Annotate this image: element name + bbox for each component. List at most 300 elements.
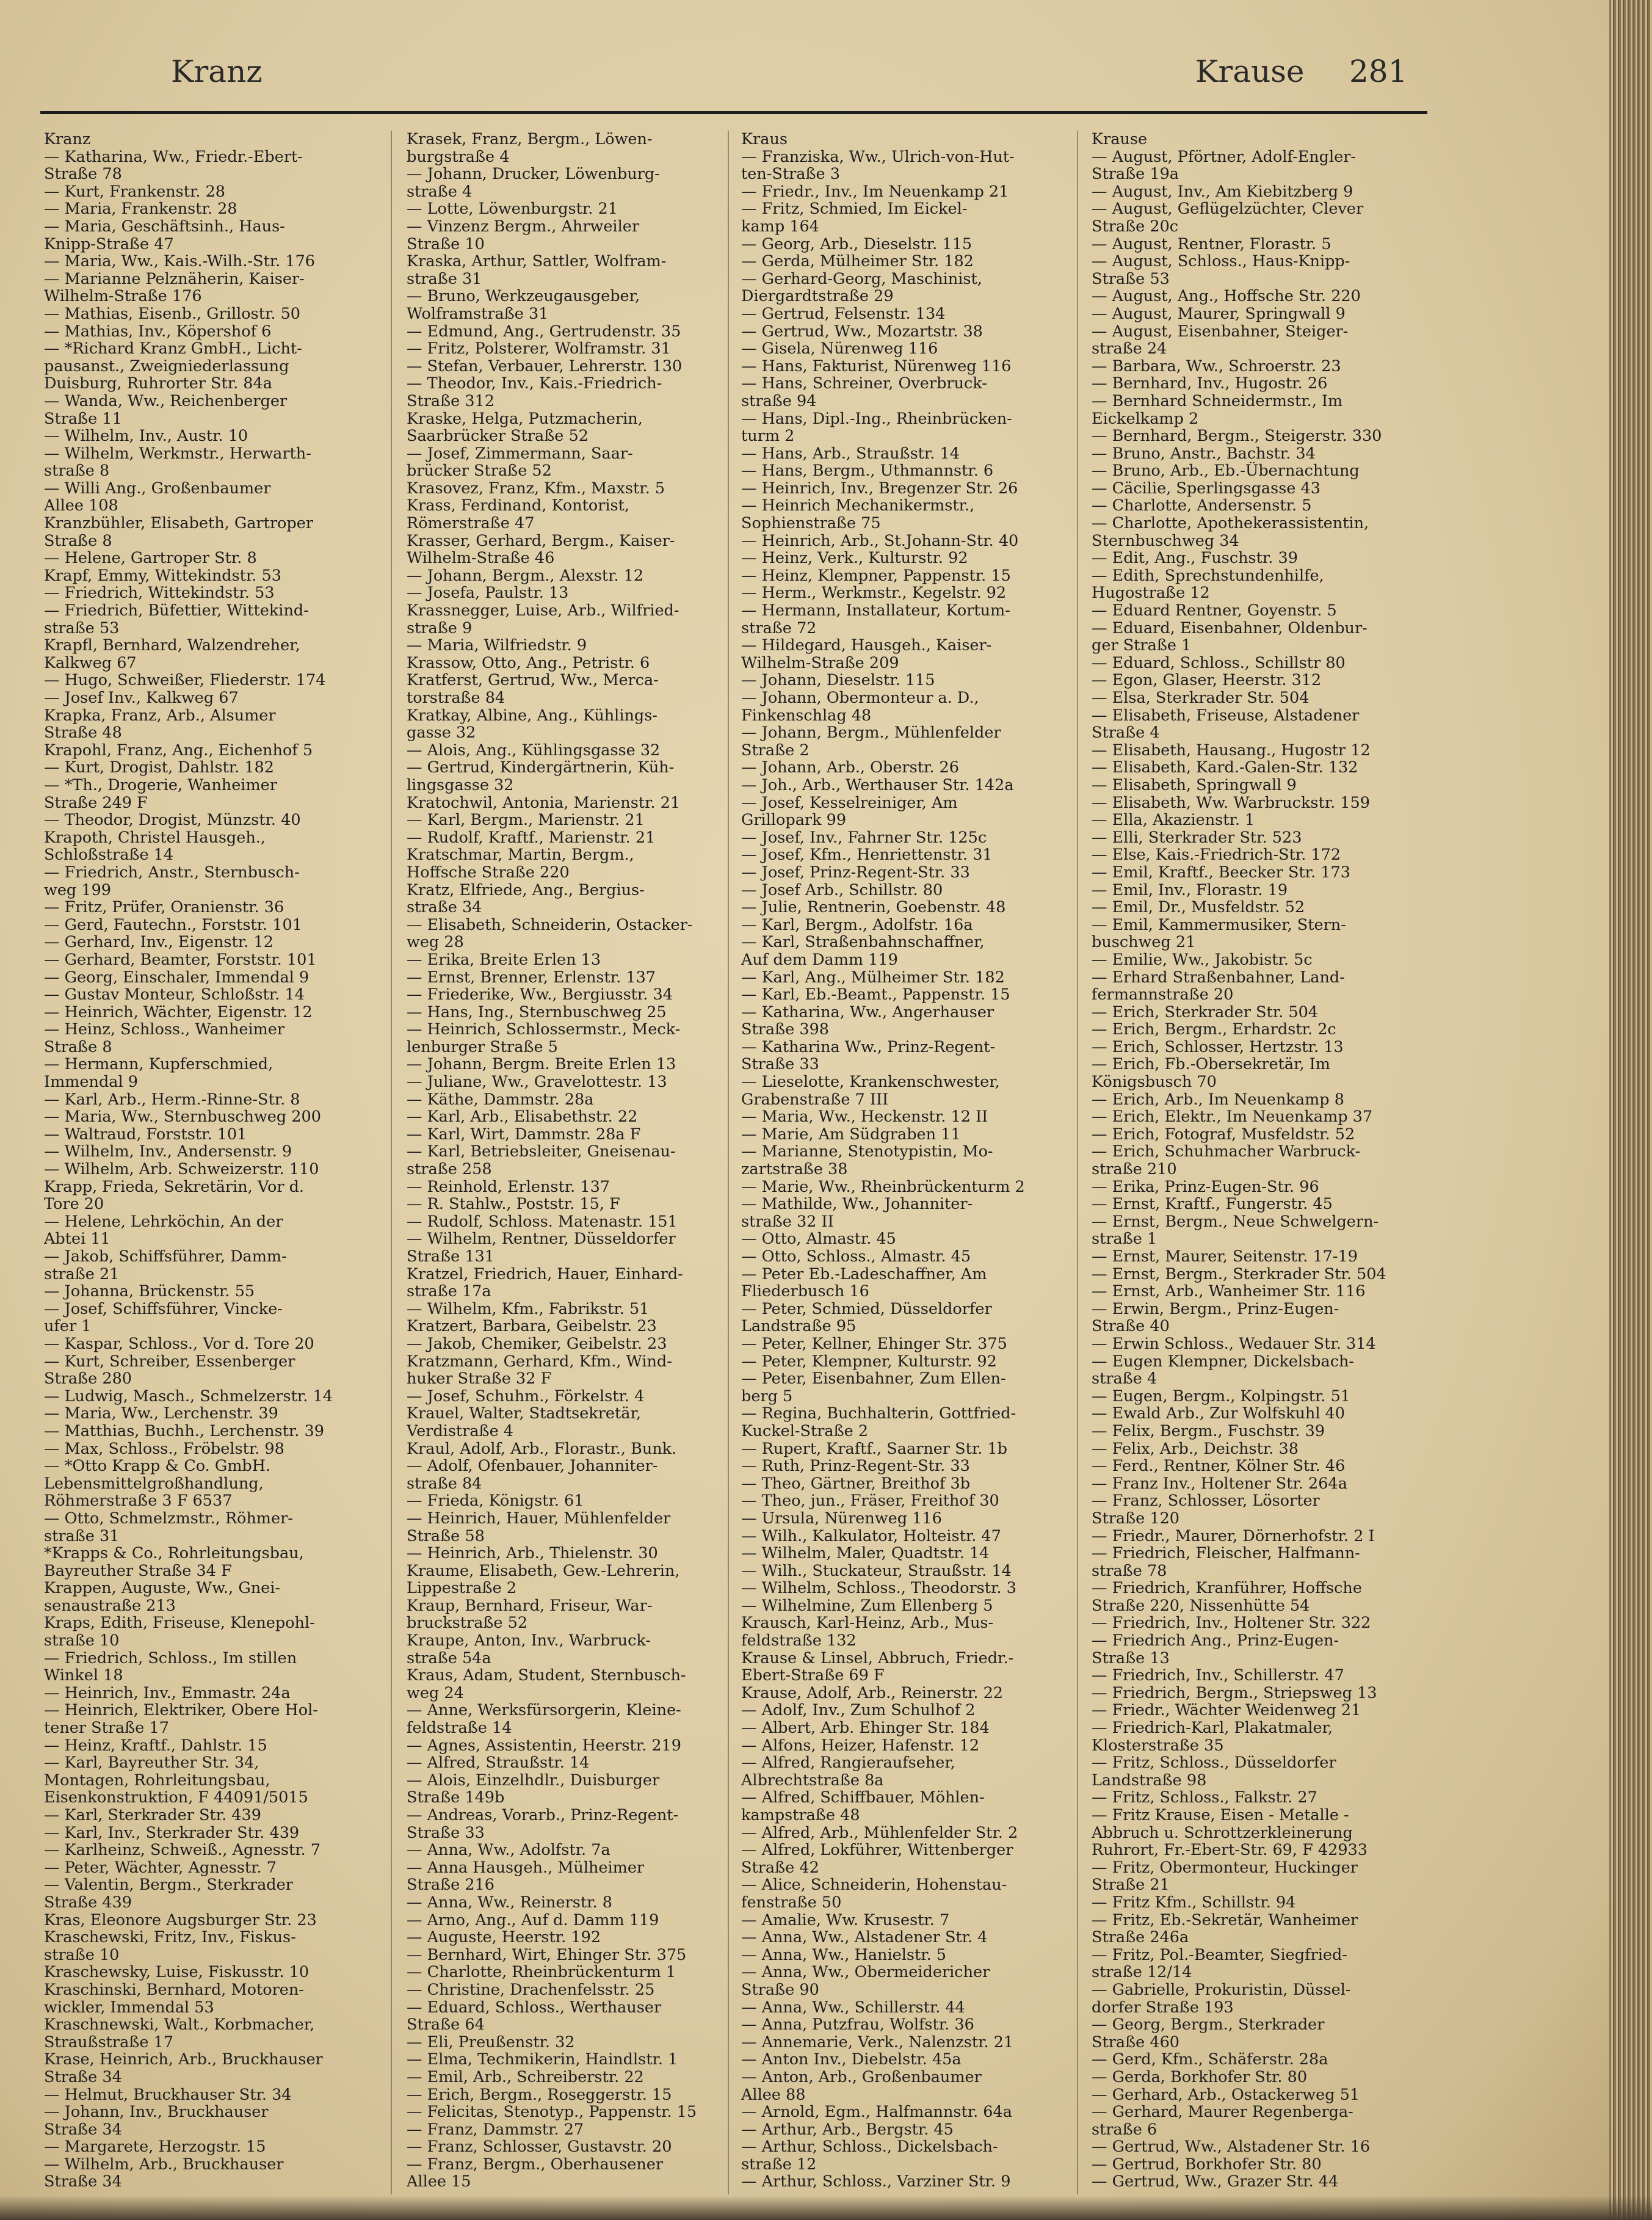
entry-line: Römerstraße 47 — [407, 515, 535, 532]
entry-line: — Maria, Ww., Heckenstr. 12 II — [741, 1108, 988, 1126]
entry-line: — Heinz, Klempner, Pappenstr. 15 — [741, 567, 1011, 585]
entry-line: Kratzel, Friedrich, Hauer, Einhard- — [407, 1265, 683, 1283]
entry-line: straße 10 — [44, 1946, 120, 1964]
entry-line: — Emil, Arb., Schreiberstr. 22 — [407, 2068, 644, 2086]
entry-line: weg 24 — [407, 1684, 464, 1702]
entry-line: — Gustav Monteur, Schloßstr. 14 — [44, 986, 305, 1004]
entry-line: — Kurt, Drogist, Dahlstr. 182 — [44, 759, 275, 777]
entry-line: Lippestraße 2 — [407, 1580, 517, 1597]
entry-line: straße 31 — [407, 270, 482, 288]
entry-line: — Heinrich, Schlossermstr., Meck- — [407, 1021, 681, 1039]
entry-line: straße 6 — [1092, 2120, 1157, 2139]
entry-line: — Bruno, Arb., Eb.-Übernachtung — [1092, 462, 1360, 480]
entry-line: — Ludwig, Masch., Schmelzerstr. 14 — [44, 1387, 333, 1406]
entry-line: — Vinzenz Bergm., Ahrweiler — [407, 217, 640, 236]
header-right-title: Krause — [1195, 54, 1305, 89]
entry-line: straße 24 — [1092, 340, 1167, 358]
entry-line: — Gerhard, Inv., Eigenstr. 12 — [44, 934, 274, 951]
entry-line: Lebensmittelgroßhandlung, — [44, 1475, 264, 1493]
entry-line: — Lieselotte, Krankenschwester, — [741, 1073, 1000, 1091]
entry-line: Kraschinski, Bernhard, Motoren- — [44, 1981, 304, 1999]
entry-line: — Heinrich, Arb., Thielenstr. 30 — [407, 1545, 658, 1562]
entry-line: — Peter, Kellner, Ehinger Str. 375 — [741, 1335, 1007, 1353]
entry-line: — Marie, Am Südgraben 11 — [741, 1125, 961, 1144]
entry-line: — Julie, Rentnerin, Goebenstr. 48 — [741, 899, 1006, 916]
entry-line: Kratkay, Albine, Ang., Kühlings- — [407, 706, 658, 725]
entry-line: Hugostraße 12 — [1092, 584, 1210, 603]
entry-line: Grabenstraße 7 III — [741, 1090, 889, 1109]
entry-line: — Charlotte, Rheinbrückenturm 1 — [407, 1964, 676, 1981]
entry-line: Krause — [1092, 131, 1148, 148]
entry-line: Kraschnewski, Walt., Korbmacher, — [44, 2016, 315, 2034]
entry-line: — Arno, Ang., Auf d. Damm 119 — [407, 1911, 659, 1929]
entry-line: — Herm., Werkmstr., Kegelstr. 92 — [741, 584, 1007, 603]
entry-line: Straße 34 — [44, 2068, 122, 2086]
entry-line: — Hermann, Installateur, Kortum- — [741, 602, 1010, 620]
entry-line: — Karl, Bergm., Adolfstr. 16a — [741, 916, 973, 934]
entry-line: — Friedrich, Bergm., Striepsweg 13 — [1092, 1684, 1377, 1702]
entry-line: Kratzmann, Gerhard, Kfm., Wind- — [407, 1352, 672, 1371]
entry-line: kampstraße 48 — [741, 1807, 860, 1824]
entry-line: — Helene, Gartroper Str. 8 — [44, 550, 257, 567]
entry-line: — Heinrich, Inv., Bregenzer Str. 26 — [741, 479, 1018, 498]
entry-line: — Karl, Bayreuther Str. 34, — [44, 1754, 259, 1772]
entry-line: Montagen, Rohrleitungsbau, — [44, 1771, 270, 1790]
entry-line: — Maria, Geschäftsinh., Haus- — [44, 217, 285, 236]
entry-line: Kras, Eleonore Augsburger Str. 23 — [44, 1911, 317, 1929]
entry-line: — Eugen, Bergm., Kolpingstr. 51 — [1092, 1387, 1351, 1406]
entry-line: straße 54a — [407, 1649, 491, 1667]
entry-line: — Arnold, Egm., Halfmannstr. 64a — [741, 2103, 1012, 2121]
entry-line: — Ernst, Kraftf., Fungerstr. 45 — [1092, 1195, 1333, 1213]
entry-line: feldstraße 14 — [407, 1719, 512, 1737]
entry-line: Straße 53 — [1092, 270, 1170, 288]
entry-line: Duisburg, Ruhrorter Str. 84a — [44, 375, 272, 393]
entry-line: — Friedrich, Büfettier, Wittekind- — [44, 602, 309, 620]
entry-line: Knipp-Straße 47 — [44, 235, 174, 253]
entry-line: Straße 34 — [44, 2173, 122, 2191]
entry-line: — Gerda, Borkhofer Str. 80 — [1092, 2068, 1308, 2086]
entry-line: — Rupert, Kraftf., Saarner Str. 1b — [741, 1440, 1008, 1458]
entry-line: — Erich, Sterkrader Str. 504 — [1092, 1003, 1319, 1021]
entry-line: — Rudolf, Schloss. Matenastr. 151 — [407, 1213, 678, 1231]
entry-line: Kalkweg 67 — [44, 654, 137, 672]
entry-line: zartstraße 38 — [741, 1161, 848, 1178]
column-divider — [391, 131, 392, 2194]
entry-line: Landstraße 98 — [1092, 1771, 1207, 1790]
entry-line: Krapoth, Christel Hausgeh., — [44, 829, 266, 847]
entry-line: Kraus — [741, 131, 788, 148]
entry-line: — Josef, Inv., Fahrner Str. 125c — [741, 829, 987, 847]
entry-line: — Cäcilie, Sperlingsgasse 43 — [1092, 479, 1321, 498]
entry-line: — August, Maurer, Springwall 9 — [1092, 305, 1346, 323]
entry-line: straße 34 — [407, 899, 482, 916]
entry-line: Straße 21 — [1092, 1876, 1170, 1894]
entry-line: — Kaspar, Schloss., Vor d. Tore 20 — [44, 1335, 314, 1353]
entry-line: — Wilhelm, Maler, Quadtstr. 14 — [741, 1545, 990, 1562]
entry-line: — Otto, Schloss., Almastr. 45 — [741, 1248, 971, 1266]
entry-line: Saarbrücker Straße 52 — [407, 427, 589, 445]
entry-line: — Wilhelm, Inv., Austr. 10 — [44, 427, 248, 445]
entry-line: — Joh., Arb., Werthauser Str. 142a — [741, 776, 1014, 794]
entry-line: Fliederbusch 16 — [741, 1283, 869, 1300]
entry-line: — Erich, Schlosser, Hertzstr. 13 — [1092, 1038, 1344, 1056]
entry-line: Krasek, Franz, Bergm., Löwen- — [407, 131, 653, 148]
entry-line: — August, Rentner, Florastr. 5 — [1092, 235, 1331, 253]
entry-line: — Gerhard, Beamter, Forststr. 101 — [44, 951, 317, 969]
entry-line: — Franziska, Ww., Ulrich-von-Hut- — [741, 148, 1015, 166]
entry-line: — August, Inv., Am Kiebitzberg 9 — [1092, 183, 1353, 201]
entry-line: torstraße 84 — [407, 689, 505, 707]
entry-line: — Johann, Drucker, Löwenburg- — [407, 165, 660, 183]
entry-line: — Franz, Schlosser, Lösorter — [1092, 1492, 1320, 1510]
entry-line: *Krapps & Co., Rohrleitungsbau, — [44, 1545, 304, 1562]
entry-line: Straße 2 — [741, 741, 810, 760]
entry-line: Straße 33 — [407, 1824, 485, 1842]
entry-line: — Hildegard, Hausgeh., Kaiser- — [741, 637, 992, 655]
entry-line: Kraume, Elisabeth, Gew.-Lehrerin, — [407, 1562, 680, 1580]
entry-line: — Anton Inv., Diebelstr. 45a — [741, 2051, 962, 2069]
entry-line: — Wilhelm, Werkmstr., Herwarth- — [44, 444, 311, 463]
entry-line: Krausch, Karl-Heinz, Arb., Mus- — [741, 1614, 994, 1633]
entry-line: brücker Straße 52 — [407, 462, 552, 480]
entry-line: — Friedr., Wächter Weidenweg 21 — [1092, 1702, 1361, 1720]
entry-line: — Ernst, Brenner, Erlenstr. 137 — [407, 968, 656, 987]
entry-line: — Karl, Eb.-Beamt., Pappenstr. 15 — [741, 986, 1010, 1004]
entry-line: Wilhelm-Straße 176 — [44, 288, 202, 305]
entry-line: straße 258 — [407, 1161, 492, 1178]
entry-line: — Ernst, Maurer, Seitenstr. 17-19 — [1092, 1248, 1358, 1266]
entry-line: — Friedrich, Inv., Schillerstr. 47 — [1092, 1667, 1344, 1685]
entry-line: — Anna Hausgeh., Mülheimer — [407, 1859, 645, 1877]
entry-line: — Heinrich, Inv., Emmastr. 24a — [44, 1684, 291, 1702]
entry-line: — Amalie, Ww. Krusestr. 7 — [741, 1911, 950, 1929]
entry-line: — Felix, Arb., Deichstr. 38 — [1092, 1440, 1299, 1458]
entry-line: Königsbusch 70 — [1092, 1073, 1217, 1091]
entry-line: straße 1 — [1092, 1230, 1157, 1248]
entry-line: — Peter, Klempner, Kulturstr. 92 — [741, 1352, 997, 1371]
entry-line: — Fritz, Pol.-Beamter, Siegfried- — [1092, 1946, 1347, 1964]
entry-line: Bayreuther Straße 34 F — [44, 1562, 232, 1580]
entry-line: Kratochwil, Antonia, Marienstr. 21 — [407, 794, 681, 812]
entry-line: — Frieda, Königstr. 61 — [407, 1492, 584, 1510]
entry-line: — Heinz, Schloss., Wanheimer — [44, 1021, 285, 1039]
entry-line: bruckstraße 52 — [407, 1614, 528, 1633]
entry-line: Straße 312 — [407, 392, 495, 410]
entry-line: Straße 40 — [1092, 1318, 1170, 1335]
entry-line: — Reinhold, Erlenstr. 137 — [407, 1178, 610, 1196]
entry-line: Kratzert, Barbara, Geibelstr. 23 — [407, 1318, 657, 1335]
entry-line: straße 78 — [1092, 1562, 1167, 1580]
entry-line: Straße 64 — [407, 2016, 485, 2034]
entry-line: — Anna, Ww., Hanielstr. 5 — [741, 1946, 947, 1964]
entry-line: — Jakob, Schiffsführer, Damm- — [44, 1248, 287, 1266]
entry-line: — Fritz, Eb.-Sekretär, Wanheimer — [1092, 1911, 1358, 1929]
entry-line: — Bernhard, Inv., Hugostr. 26 — [1092, 375, 1328, 393]
entry-line: straße 84 — [407, 1475, 482, 1493]
entry-line: — Friedrich Ang., Prinz-Eugen- — [1092, 1632, 1339, 1650]
entry-line: — Emilie, Ww., Jakobistr. 5c — [1092, 951, 1313, 969]
entry-line: Straße 13 — [1092, 1649, 1170, 1667]
entry-line: Krassow, Otto, Ang., Petristr. 6 — [407, 654, 650, 672]
entry-line: Straße 398 — [741, 1021, 830, 1039]
entry-line: — Otto, Schmelzmstr., Röhmer- — [44, 1509, 293, 1528]
entry-line: — Charlotte, Apothekerassistentin, — [1092, 515, 1369, 532]
entry-line: — Ewald Arb., Zur Wolfskuhl 40 — [1092, 1405, 1346, 1423]
entry-line: Kraul, Adolf, Arb., Florastr., Bunk. — [407, 1440, 677, 1458]
entry-line: — Bernhard, Wirt, Ehinger Str. 375 — [407, 1946, 687, 1964]
entry-line: — Marianne Pelznäherin, Kaiser- — [44, 270, 305, 288]
entry-line: — Eduard, Schloss., Schillstr 80 — [1092, 654, 1346, 672]
entry-line: — Gertrud, Borkhofer Str. 80 — [1092, 2155, 1322, 2174]
entry-line: — Heinrich, Arb., St.Johann-Str. 40 — [741, 532, 1019, 550]
entry-line: Krapfl, Bernhard, Walzendreher, — [44, 637, 300, 655]
entry-line: — Anna, Ww., Alstadener Str. 4 — [741, 1929, 988, 1946]
entry-line: — Maria, Ww., Sternbuschweg 200 — [44, 1108, 321, 1126]
column-3 — [741, 131, 1083, 2194]
entry-line: Albrechtstraße 8a — [741, 1771, 884, 1790]
entry-line: — Emil, Inv., Florastr. 19 — [1092, 881, 1288, 899]
entry-line: Krase, Heinrich, Arb., Bruckhauser — [44, 2051, 323, 2069]
entry-line: — Heinrich, Hauer, Mühlenfelder — [407, 1509, 671, 1528]
entry-line: Kraska, Arthur, Sattler, Wolfram- — [407, 253, 667, 270]
entry-line: — Anna, Putzfrau, Wolfstr. 36 — [741, 2016, 974, 2034]
entry-line: — Mathilde, Ww., Johanniter- — [741, 1195, 973, 1213]
entry-line: Straße 11 — [44, 410, 122, 428]
entry-line: Verdistraße 4 — [407, 1422, 514, 1440]
entry-line: — Johann, Dieselstr. 115 — [741, 672, 935, 689]
entry-line: — Karlheinz, Schweiß., Agnesstr. 7 — [44, 1841, 321, 1859]
entry-line: Kratschmar, Martin, Bergm., — [407, 846, 634, 864]
entry-line: — Fritz, Prüfer, Oranienstr. 36 — [44, 899, 284, 916]
entry-line: Straße 8 — [44, 1038, 112, 1056]
entry-line: — Otto, Almastr. 45 — [741, 1230, 896, 1248]
entry-line: — Arthur, Arb., Bergstr. 45 — [741, 2120, 954, 2139]
entry-line: feldstraße 132 — [741, 1632, 857, 1650]
entry-line: — Erwin Schloss., Wedauer Str. 314 — [1092, 1335, 1376, 1353]
entry-line: — Hermann, Kupferschmied, — [44, 1056, 274, 1074]
entry-line: — Johann, Obermonteur a. D., — [741, 689, 979, 707]
entry-line: — Heinrich Mechanikermstr., — [741, 497, 975, 515]
entry-line: straße 17a — [407, 1283, 491, 1300]
entry-line: — Maria, Wilfriedstr. 9 — [407, 637, 587, 655]
entry-line: — Wilhelm, Inv., Andersenstr. 9 — [44, 1143, 292, 1161]
entry-line: Krappen, Auguste, Ww., Gnei- — [44, 1580, 281, 1597]
entry-line: Straße 460 — [1092, 2033, 1180, 2051]
entry-line: — *Richard Kranz GmbH., Licht- — [44, 340, 302, 358]
entry-line: Straße 78 — [44, 165, 122, 183]
entry-line: Straße 439 — [44, 1893, 132, 1912]
entry-line: — Ernst, Bergm., Sterkrader Str. 504 — [1092, 1265, 1386, 1283]
entry-line: — Albert, Arb. Ehinger Str. 184 — [741, 1719, 990, 1737]
entry-line: — Friedrich, Kranführer, Hoffsche — [1092, 1580, 1362, 1597]
entry-line: Kratferst, Gertrud, Ww., Merca- — [407, 672, 659, 689]
entry-line: Abtei 11 — [44, 1230, 110, 1248]
entry-line: — Bernhard Schneidermstr., Im — [1092, 392, 1343, 410]
entry-line: — Wilhelmine, Zum Ellenberg 5 — [741, 1597, 993, 1615]
entry-line: — Hans, Bergm., Uthmannstr. 6 — [741, 462, 994, 480]
entry-line: — Kurt, Frankenstr. 28 — [44, 183, 226, 201]
entry-line: — Ernst, Bergm., Neue Schwelgern- — [1092, 1213, 1379, 1231]
entry-line: — Heinrich, Elektriker, Obere Hol- — [44, 1702, 318, 1720]
header-rule — [40, 111, 1427, 114]
entry-line: — Johann, Arb., Oberstr. 26 — [741, 759, 959, 777]
entry-line: — Egon, Glaser, Heerstr. 312 — [1092, 672, 1322, 689]
entry-line: — Alfred, Rangieraufseher, — [741, 1754, 955, 1772]
entry-line: — Theodor, Inv., Kais.-Friedrich- — [407, 375, 662, 393]
entry-line: — Wilh., Stuckateur, Straußstr. 14 — [741, 1562, 1012, 1580]
entry-line: — Helene, Lehrköchin, An der — [44, 1213, 283, 1231]
entry-line: Sophienstraße 75 — [741, 515, 881, 532]
entry-line: — Hans, Arb., Straußstr. 14 — [741, 444, 960, 463]
entry-line: — Gertrud, Felsenstr. 134 — [741, 305, 946, 323]
entry-line: — Theo, jun., Fräser, Freithof 30 — [741, 1492, 999, 1510]
entry-line: senaustraße 213 — [44, 1597, 176, 1615]
entry-line: — Erich, Bergm., Erhardstr. 2c — [1092, 1021, 1336, 1039]
entry-line: — Friedr., Maurer, Dörnerhofstr. 2 I — [1092, 1527, 1375, 1545]
entry-line: — Elisabeth, Kard.-Galen-Str. 132 — [1092, 759, 1358, 777]
entry-line: — Agnes, Assistentin, Heerstr. 219 — [407, 1736, 681, 1755]
entry-line: — Fritz, Schloss., Düsseldorfer — [1092, 1754, 1336, 1772]
entry-line: — Erika, Breite Erlen 13 — [407, 951, 601, 969]
entry-line: — Josef, Kfm., Henriettenstr. 31 — [741, 846, 993, 864]
entry-line: — Bruno, Werkzeugausgeber, — [407, 288, 640, 305]
entry-line: straße 9 — [407, 619, 473, 637]
entry-line: Straße 246a — [1092, 1929, 1189, 1946]
entry-line: — Anna, Ww., Reinerstr. 8 — [407, 1893, 612, 1912]
entry-line: Hoffsche Straße 220 — [407, 863, 570, 882]
entry-line: — Karl, Arb., Herm.-Rinne-Str. 8 — [44, 1090, 300, 1109]
entry-line: — Karl, Ang., Mülheimer Str. 182 — [741, 968, 1005, 987]
entry-line: — Eugen Klempner, Dickelsbach- — [1092, 1352, 1355, 1371]
entry-line: — Erich, Fotograf, Musfeldstr. 52 — [1092, 1125, 1355, 1144]
entry-line: — Anne, Werksfürsorgerin, Kleine- — [407, 1702, 681, 1720]
entry-line: straße 8 — [44, 462, 110, 480]
entry-line: — Jakob, Chemiker, Geibelstr. 23 — [407, 1335, 667, 1353]
entry-line: buschweg 21 — [1092, 934, 1196, 951]
entry-line: — Anna, Ww., Adolfstr. 7a — [407, 1841, 610, 1859]
entry-line: straße 72 — [741, 619, 817, 637]
entry-line: — Alice, Schneiderin, Hohenstau- — [741, 1876, 1007, 1894]
entry-line: — Elsa, Sterkrader Str. 504 — [1092, 689, 1310, 707]
entry-line: — Edit, Ang., Fuschstr. 39 — [1092, 550, 1298, 567]
entry-line: Schloßstraße 14 — [44, 846, 174, 864]
entry-line: ten-Straße 3 — [741, 165, 840, 183]
entry-line: Allee 15 — [407, 2173, 471, 2191]
entry-line: — Elisabeth, Schneiderin, Ostacker- — [407, 916, 693, 934]
entry-line: — Gerd, Fautechn., Forststr. 101 — [44, 916, 302, 934]
entry-line: Abbruch u. Schrottzerkleinerung — [1092, 1824, 1353, 1842]
entry-line: tener Straße 17 — [44, 1719, 169, 1737]
entry-line: — Hans, Dipl.-Ing., Rheinbrücken- — [741, 410, 1012, 428]
entry-line: — Eduard Rentner, Goyenstr. 5 — [1092, 602, 1337, 620]
entry-line: Kraske, Helga, Putzmacherin, — [407, 410, 643, 428]
entry-line: — Felicitas, Stenotyp., Pappenstr. 15 — [407, 2103, 697, 2121]
entry-line: — Mathias, Inv., Köpershof 6 — [44, 322, 272, 341]
entry-line: — Mathias, Eisenb., Grillostr. 50 — [44, 305, 301, 323]
entry-line: — Kurt, Schreiber, Essenberger — [44, 1352, 295, 1371]
entry-line: — Theodor, Drogist, Münzstr. 40 — [44, 811, 301, 829]
entry-line: — Gerd, Kfm., Schäferstr. 28a — [1092, 2051, 1328, 2069]
column-1 — [44, 131, 386, 2194]
entry-line: — Peter, Schmied, Düsseldorfer — [741, 1300, 992, 1318]
entry-line: — Charlotte, Andersenstr. 5 — [1092, 497, 1312, 515]
entry-line: — Johann, Bergm., Mühlenfelder — [741, 724, 1001, 742]
entry-line: — Gabrielle, Prokuristin, Düssel- — [1092, 1981, 1351, 1999]
entry-line: — Hugo, Schweißer, Fliederstr. 174 — [44, 672, 326, 689]
entry-line: — Josef, Prinz-Regent-Str. 33 — [741, 863, 970, 882]
entry-line: huker Straße 32 F — [407, 1370, 552, 1388]
entry-line: — Edith, Sprechstundenhilfe, — [1092, 567, 1324, 585]
entry-line: — *Th., Drogerie, Wanheimer — [44, 776, 277, 794]
entry-line: dorfer Straße 193 — [1092, 1998, 1234, 2017]
entry-line: — Stefan, Verbauer, Lehrerstr. 130 — [407, 357, 683, 375]
entry-line: straße 10 — [44, 1632, 120, 1650]
entry-line: — Josef, Zimmermann, Saar- — [407, 444, 633, 463]
entry-line: kamp 164 — [741, 217, 819, 236]
entry-line: Klosterstraße 35 — [1092, 1736, 1224, 1755]
entry-line: — Elli, Sterkrader Str. 523 — [1092, 829, 1302, 847]
entry-line: — Hans, Ing., Sternbuschweg 25 — [407, 1003, 667, 1021]
entry-line: Kraupe, Anton, Inv., Warbruck- — [407, 1632, 651, 1650]
entry-line: Krause, Adolf, Arb., Reinerstr. 22 — [741, 1684, 1004, 1702]
entry-line: — Anna, Ww., Schillerstr. 44 — [741, 1998, 965, 2017]
entry-line: — Katharina, Ww., Angerhauser — [741, 1003, 994, 1021]
entry-line: Kraus, Adam, Student, Sternbusch- — [407, 1667, 686, 1685]
entry-line: — Karl, Betriebsleiter, Gneisenau- — [407, 1143, 676, 1161]
entry-line: Straße 220, Nissenhütte 54 — [1092, 1597, 1310, 1615]
entry-line: Straße 10 — [407, 235, 485, 253]
entry-line: — Anton, Arb., Großenbaumer — [741, 2068, 982, 2086]
entry-line: straße 32 II — [741, 1213, 834, 1231]
entry-line: — Auguste, Heerstr. 192 — [407, 1929, 601, 1946]
entry-line: — Alois, Einzelhdlr., Duisburger — [407, 1771, 660, 1790]
entry-line: berg 5 — [741, 1387, 793, 1406]
entry-line: Kranz — [44, 131, 91, 148]
entry-line: — Josef, Schuhm., Förkelstr. 4 — [407, 1387, 645, 1406]
entry-line: Allee 108 — [44, 497, 118, 515]
entry-line: — Wilhelm, Arb. Schweizerstr. 110 — [44, 1161, 319, 1178]
entry-line: Straße 149b — [407, 1789, 505, 1807]
entry-line: gasse 32 — [407, 724, 476, 742]
entry-line: — Fritz, Obermonteur, Huckinger — [1092, 1859, 1358, 1877]
entry-line: — Käthe, Dammstr. 28a — [407, 1090, 594, 1109]
entry-line: straße 4 — [1092, 1370, 1157, 1388]
entry-line: — Karl, Inv., Sterkrader Str. 439 — [44, 1824, 300, 1842]
entry-line: lenburger Straße 5 — [407, 1038, 558, 1056]
entry-line: — Emil, Dr., Musfeldstr. 52 — [1092, 899, 1305, 916]
entry-line: pausanst., Zweigniederlassung — [44, 357, 289, 375]
entry-line: — Franz Inv., Holtener Str. 264a — [1092, 1475, 1347, 1493]
entry-line: — Juliane, Ww., Gravelottestr. 13 — [407, 1073, 667, 1091]
entry-line: — Georg, Einschaler, Immendal 9 — [44, 968, 310, 987]
entry-line: Krasser, Gerhard, Bergm., Kaiser- — [407, 532, 675, 550]
entry-line: — Alfons, Heizer, Hafenstr. 12 — [741, 1736, 980, 1755]
entry-line: Straße 90 — [741, 1981, 819, 1999]
entry-line: weg 28 — [407, 934, 464, 951]
entry-line: Ruhrort, Fr.-Ebert-Str. 69, F 42933 — [1092, 1841, 1368, 1859]
entry-line: Röhmerstraße 3 F 6537 — [44, 1492, 233, 1510]
entry-line: — Anna, Ww., Obermeidericher — [741, 1964, 990, 1981]
entry-line: straße 4 — [407, 183, 473, 201]
entry-line: — August, Eisenbahner, Steiger- — [1092, 322, 1349, 341]
entry-line: — Wanda, Ww., Reichenberger — [44, 392, 288, 410]
entry-line: — Christine, Drachenfelsstr. 25 — [407, 1981, 655, 1999]
entry-line: — Maria, Ww., Lerchenstr. 39 — [44, 1405, 278, 1423]
entry-line: Wolframstraße 31 — [407, 305, 549, 323]
entry-line: — Erich, Elektr., Im Neuenkamp 37 — [1092, 1108, 1373, 1126]
entry-line: Immendal 9 — [44, 1073, 138, 1091]
